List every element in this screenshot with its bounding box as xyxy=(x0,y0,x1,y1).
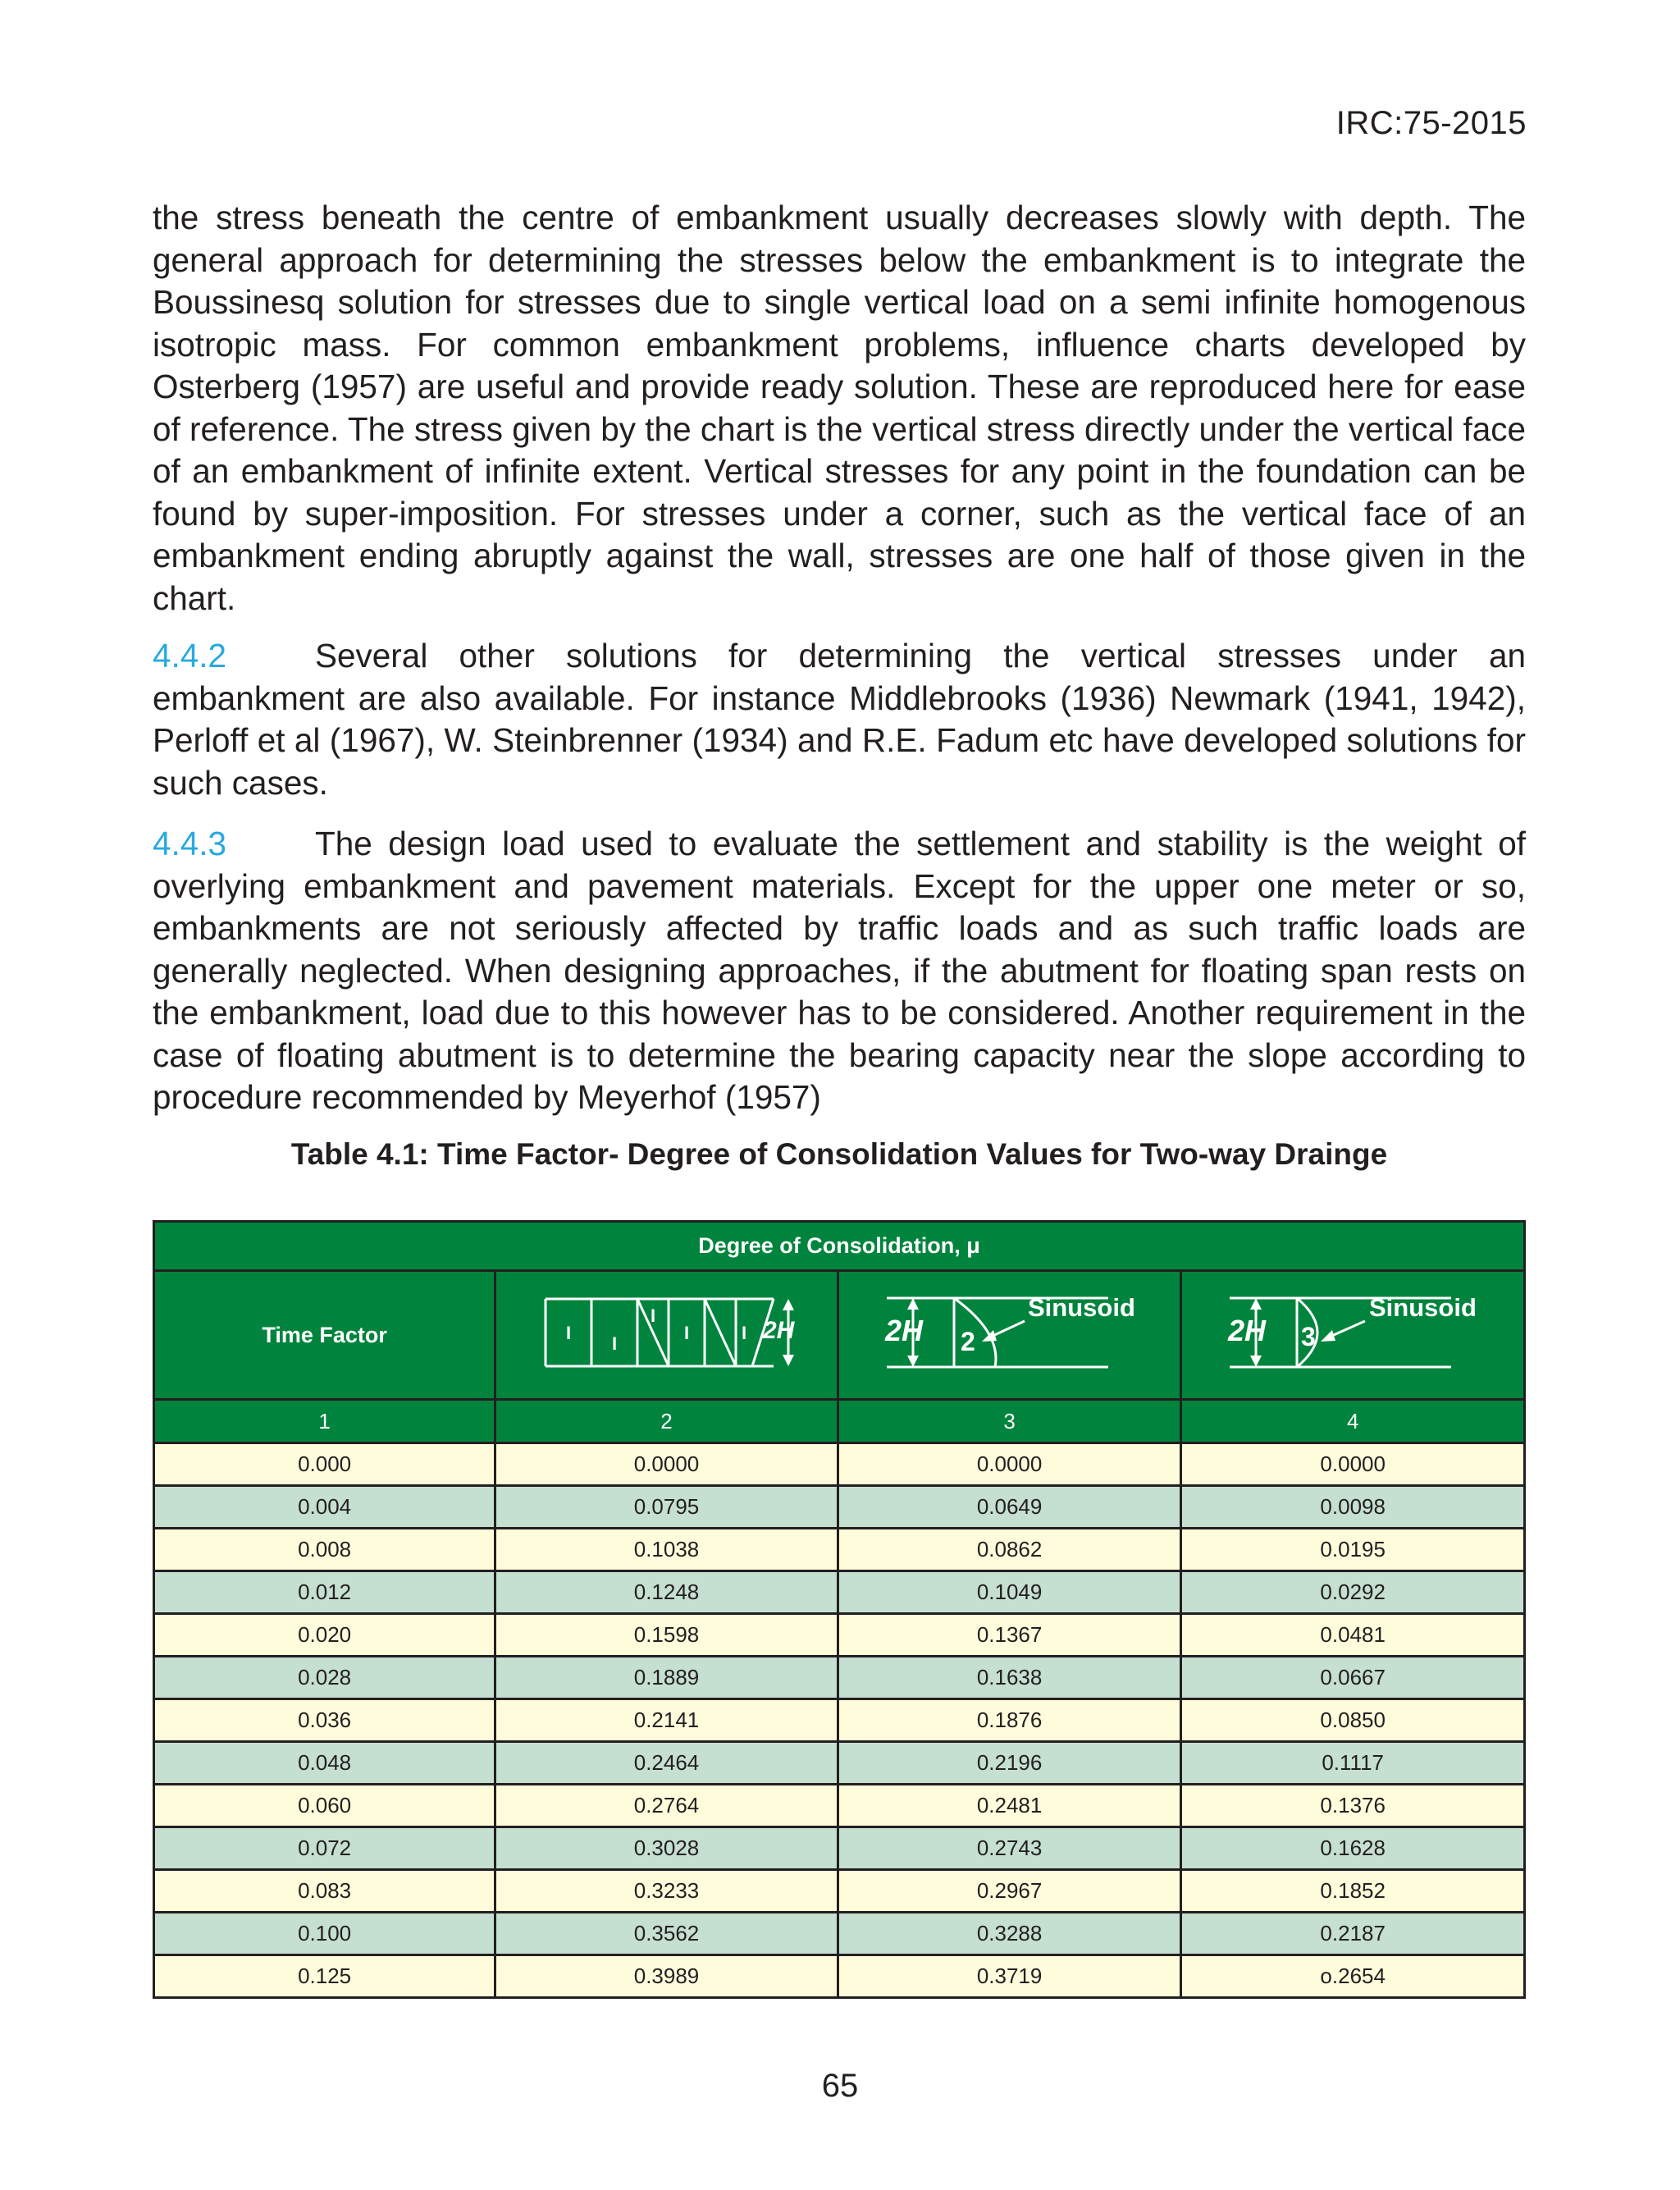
value-cell: 0.0667 xyxy=(1181,1657,1525,1699)
value-cell: 0.2187 xyxy=(1181,1913,1525,1955)
diagram-mark-1: I xyxy=(565,1322,571,1343)
table-caption: Table 4.1: Time Factor- Degree of Consolidation Values for Two-way Drainge xyxy=(290,1137,1388,1171)
table-row xyxy=(154,1827,1525,1870)
thickness-label-2h: 2H xyxy=(1228,1313,1267,1347)
paragraph-4-4-3 xyxy=(153,823,1526,1119)
value-cell: 0.3288 xyxy=(838,1913,1181,1955)
value-cell: 0.0292 xyxy=(1181,1571,1525,1614)
consolidation-table xyxy=(153,1220,1526,1999)
value-cell: 0.2764 xyxy=(495,1785,838,1827)
value-cell: 0.3989 xyxy=(495,1955,838,1998)
uniform-distribution-diagram xyxy=(495,1271,838,1400)
value-cell: 0.3719 xyxy=(838,1955,1181,1998)
table-row xyxy=(154,1870,1525,1913)
value-cell: 0.0000 xyxy=(1181,1443,1525,1486)
table-row xyxy=(154,1571,1525,1614)
curve-number: 2 xyxy=(960,1326,975,1356)
document-code: IRC:75-2015 xyxy=(1335,105,1527,141)
section-text-4-4-3: The design load used to evaluate the settlement and stability is the weight of overlying embankment and pavement materials. Except for the upper one meter or so, embankments are not seriously affected by traffic loads and as such traffic loads are generally neglected. When designing approaches, if the abutment for floating span rests on the embankment, load due to this however has to be considered. Another requirement in the case of floating abutment is to determine the bearing capacity near the slope according to procedure recommended by Meyerhof (1957) xyxy=(153,825,1526,1116)
diagram-mark-5: I xyxy=(741,1322,746,1343)
value-cell: 0.1876 xyxy=(838,1699,1181,1742)
curve-number: 3 xyxy=(1301,1321,1316,1351)
table-row xyxy=(154,1913,1525,1955)
value-cell: 0.1049 xyxy=(838,1571,1181,1614)
value-cell: 0.2464 xyxy=(495,1742,838,1785)
table-row xyxy=(154,1785,1525,1827)
uniform-distribution-icon xyxy=(527,1287,806,1378)
paragraph-stress-distribution: the stress beneath the centre of embankment usually decreases slowly with depth. The general approach for determining the stresses below the embankment is to integrate the Boussinesq solution for stresses due to single vertical load on a semi infinite homogenous isotropic mass. For common embankment problems, influence charts developed by Osterberg (1957) are useful and provide ready solution. These are reproduced here for ease of reference. The stress given by the chart is the vertical stress directly under the vertical face of an embankment of infinite extent. Vertical stresses for any point in the foundation can be found by super-imposition. For stresses under a corner, such as the vertical face of an embankment ending abruptly against the wall, stresses are one half of those given in the chart. xyxy=(153,199,1527,617)
sinusoid-distribution-icon xyxy=(1213,1283,1492,1382)
sinusoid-label: Sinusoid xyxy=(1369,1292,1477,1322)
page-number: 65 xyxy=(821,2068,859,2104)
time-factor-cell: 0.028 xyxy=(154,1657,495,1699)
table-row xyxy=(154,1529,1525,1571)
time-factor-header: Time Factor xyxy=(154,1271,495,1400)
sinusoid-distribution-icon xyxy=(870,1283,1149,1382)
value-cell: 0.1638 xyxy=(838,1657,1181,1699)
value-cell: 0.3233 xyxy=(495,1870,838,1913)
value-cell: 0.3562 xyxy=(495,1913,838,1955)
value-cell: 0.0649 xyxy=(838,1486,1181,1529)
time-factor-cell: 0.004 xyxy=(154,1486,495,1529)
diagram-mark-2: I xyxy=(611,1333,617,1354)
value-cell: 0.2743 xyxy=(838,1827,1181,1870)
time-factor-cell: 0.020 xyxy=(154,1614,495,1657)
sinusoid-diagram-3 xyxy=(1181,1271,1525,1400)
section-number-4-4-2: 4.4.2 xyxy=(153,637,227,674)
column-number: 3 xyxy=(838,1400,1181,1443)
paragraph-4-4-2 xyxy=(153,635,1526,804)
value-cell: 0.2196 xyxy=(838,1742,1181,1785)
column-number: 2 xyxy=(495,1400,838,1443)
time-factor-cell: 0.072 xyxy=(154,1827,495,1870)
table-row xyxy=(154,1657,1525,1699)
time-factor-cell: 0.036 xyxy=(154,1699,495,1742)
time-factor-cell: 0.048 xyxy=(154,1742,495,1785)
table-row xyxy=(154,1443,1525,1486)
time-factor-cell: 0.100 xyxy=(154,1913,495,1955)
value-cell: 0.1248 xyxy=(495,1571,838,1614)
value-cell: 0.0850 xyxy=(1181,1699,1525,1742)
value-cell: 0.1376 xyxy=(1181,1785,1525,1827)
time-factor-cell: 0.008 xyxy=(154,1529,495,1571)
value-cell: 0.2481 xyxy=(838,1785,1181,1827)
value-cell: 0.2141 xyxy=(495,1699,838,1742)
value-cell: 0.0862 xyxy=(838,1529,1181,1571)
time-factor-cell: 0.012 xyxy=(154,1571,495,1614)
table-row xyxy=(154,1742,1525,1785)
value-cell: o.2654 xyxy=(1181,1955,1525,1998)
section-number-4-4-3: 4.4.3 xyxy=(153,825,227,862)
diagram-mark-4: I xyxy=(683,1322,689,1343)
value-cell: 0.1852 xyxy=(1181,1870,1525,1913)
table-row xyxy=(154,1955,1525,1998)
value-cell: 0.3028 xyxy=(495,1827,838,1870)
sinusoid-diagram-2 xyxy=(838,1271,1181,1400)
table-row xyxy=(154,1486,1525,1529)
value-cell: 0.1117 xyxy=(1181,1742,1525,1785)
value-cell: 0.1038 xyxy=(495,1529,838,1571)
time-factor-cell: 0.000 xyxy=(154,1443,495,1486)
value-cell: 0.0795 xyxy=(495,1486,838,1529)
section-text-4-4-2: Several other solutions for determining the vertical stresses under an embankment are also available. For instance Middlebrooks (1936) Newmark (1941, 1942), Perloff et al (1967), W. Steinbrenner (1934) and R.E. Fadum etc have developed solutions for such cases. xyxy=(153,637,1526,802)
value-cell: 0.0000 xyxy=(495,1443,838,1486)
table-row xyxy=(154,1699,1525,1742)
value-cell: 0.2967 xyxy=(838,1870,1181,1913)
column-number: 4 xyxy=(1181,1400,1525,1443)
time-factor-cell: 0.060 xyxy=(154,1785,495,1827)
table-row xyxy=(154,1614,1525,1657)
column-number: 1 xyxy=(154,1400,495,1443)
value-cell: 0.0195 xyxy=(1181,1529,1525,1571)
thickness-label-2h: 2H xyxy=(884,1313,923,1347)
time-factor-cell: 0.083 xyxy=(154,1870,495,1913)
degree-of-consolidation-header: Degree of Consolidation, μ xyxy=(154,1222,1525,1271)
time-factor-cell: 0.125 xyxy=(154,1955,495,1998)
value-cell: 0.0481 xyxy=(1181,1614,1525,1657)
value-cell: 0.0000 xyxy=(838,1443,1181,1486)
value-cell: 0.1598 xyxy=(495,1614,838,1657)
value-cell: 0.1628 xyxy=(1181,1827,1525,1870)
value-cell: 0.1367 xyxy=(838,1614,1181,1657)
sinusoid-label: Sinusoid xyxy=(1027,1292,1135,1322)
value-cell: 0.1889 xyxy=(495,1657,838,1699)
thickness-label-2h: 2H xyxy=(762,1316,794,1344)
value-cell: 0.0098 xyxy=(1181,1486,1525,1529)
diagram-mark-3: I xyxy=(650,1305,655,1326)
